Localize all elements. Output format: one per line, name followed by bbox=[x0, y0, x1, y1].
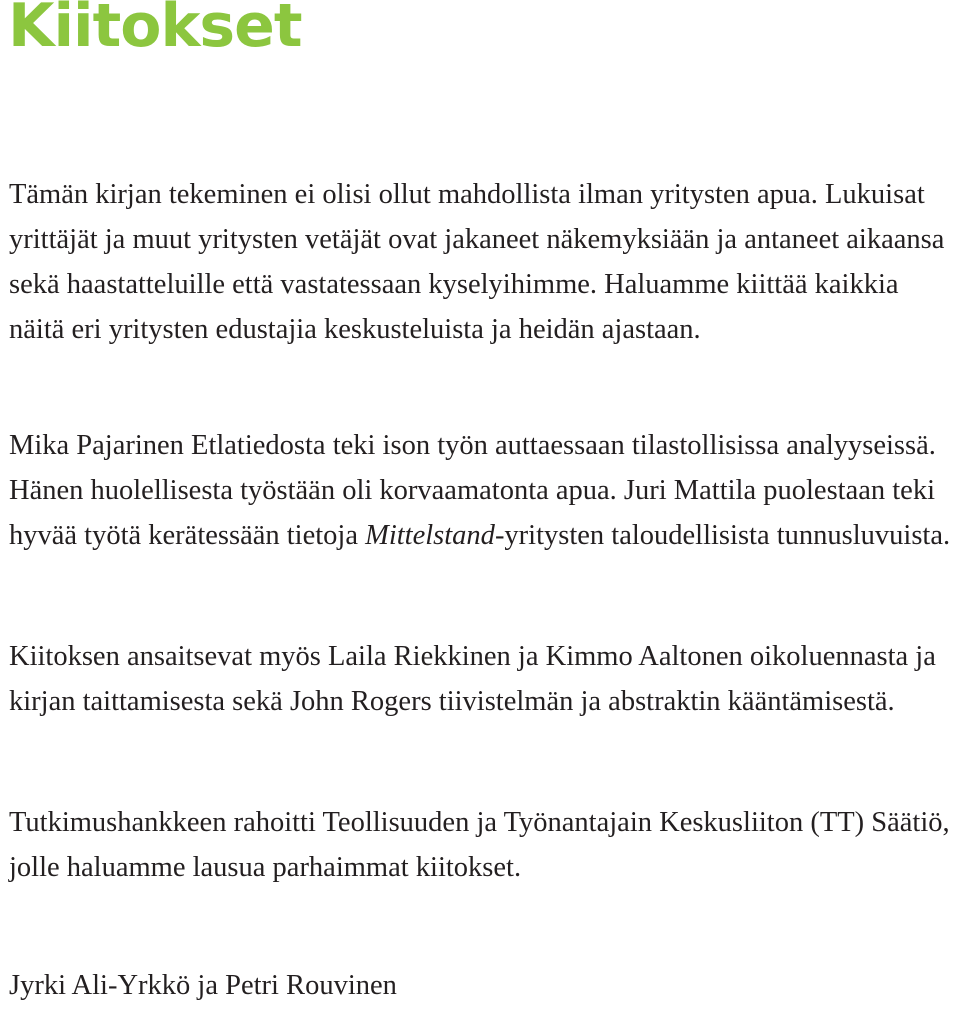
paragraph-analysis bbox=[9, 423, 954, 558]
paragraph-companies: Tämän kirjan tekeminen ei olisi ollut mahdollista ilman yritysten apua. Lukuisat yrittäjät ja muut yritysten vetäjät ovat jakaneet näkemyksiään ja antaneet aikaansa sekä haastatteluille että vastatessaan kyselyihimme. Haluamme kiittää kaikkia näitä eri yritysten edustajia keskusteluista ja heidän ajastaan. bbox=[9, 179, 945, 345]
paragraph-proofreading: Kiitoksen ansaitsevat myös Laila Riekkinen ja Kimmo Aaltonen oikoluennasta ja kirjan taittamisesta sekä John Rogers tiivistelmän ja abstraktin kääntämisestä. bbox=[9, 641, 936, 717]
mittelstand-term: Mittelstand bbox=[365, 520, 495, 551]
paragraph-funding: Tutkimushankkeen rahoitti Teollisuuden ja Työnantajain Keskusliiton (TT) Säätiö, jolle haluamme lausua parhaimmat kiitokset. bbox=[9, 807, 950, 883]
authors-signature: Jyrki Ali-Yrkkö ja Petri Rouvinen bbox=[9, 970, 397, 1001]
paragraph-analysis-text-end: -yritysten taloudellisista tunnusluvuista. bbox=[494, 520, 951, 551]
page-title: Kiitokset bbox=[8, 0, 302, 61]
paragraph-analysis-text-start: Mika Pajarinen Etlatiedosta teki ison työn auttaessaan tilastollisissa analyyseissä. Hänen huolellisesta työstään oli korvaamatonta apua. Juri Mattila puolestaan teki hyvää työtä kerätessään tietoja bbox=[9, 430, 936, 551]
